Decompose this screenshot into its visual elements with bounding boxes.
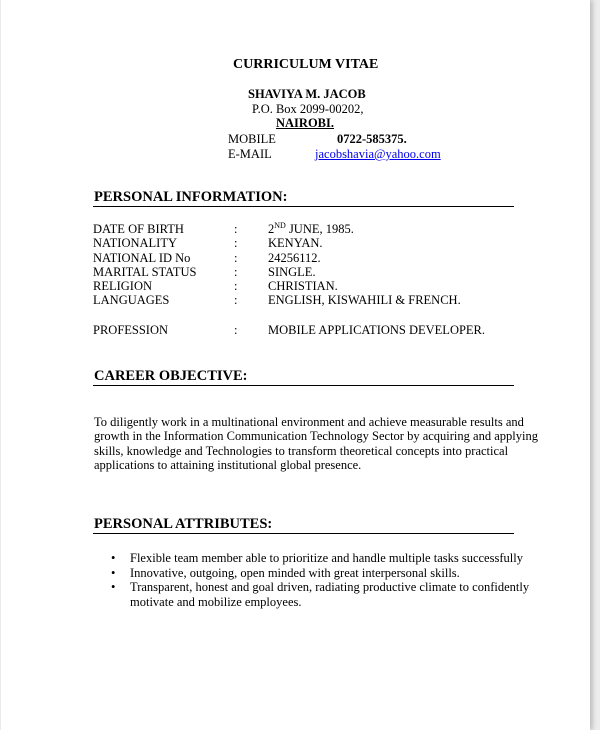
paragraph-line: skills, knowledge and Technologies to transform theoretical concepts into practical: [94, 443, 509, 458]
info-separator: :: [234, 293, 238, 307]
info-label: NATIONAL ID No: [93, 251, 191, 265]
document-page: [1, 0, 590, 730]
info-value: KENYAN.: [268, 236, 323, 250]
bullet-icon: •: [111, 580, 116, 594]
info-separator: :: [234, 279, 238, 293]
career-objective-rule: [93, 385, 514, 386]
info-value: CHRISTIAN.: [268, 279, 338, 293]
paragraph-line: growth in the Information Communication Technology Sector by acquiring and applying: [94, 429, 538, 444]
info-value: 2ND JUNE, 1985.: [268, 221, 354, 236]
info-separator: :: [234, 236, 238, 250]
list-item: • Flexible team member able to prioritize and handle multiple tasks successfully: [111, 551, 523, 565]
email-label: E-MAIL: [228, 147, 272, 161]
info-label: RELIGION: [93, 279, 153, 293]
bullet-icon: •: [111, 565, 116, 580]
mobile-label: MOBILE: [228, 132, 276, 146]
paragraph-line: applications to attaining institutional global presence.: [94, 457, 362, 472]
info-label: LANGUAGES: [93, 293, 170, 307]
document-title: CURRICULUM VITAE: [233, 57, 379, 72]
info-label: NATIONALITY: [93, 236, 178, 250]
info-separator: :: [234, 265, 238, 279]
info-separator: :: [234, 251, 238, 265]
personal-attributes-rule: [93, 533, 514, 534]
info-label: PROFESSION: [93, 323, 169, 337]
email-link[interactable]: jacobshavia@yahoo.com: [315, 147, 441, 161]
personal-info-rule: [93, 206, 514, 207]
list-item: • Innovative, outgoing, open minded with great interpersonal skills.: [111, 565, 460, 580]
personal-attributes-heading: PERSONAL ATTRIBUTES:: [94, 516, 273, 532]
mobile-value: 0722-585375.: [337, 132, 407, 146]
paragraph-line: To diligently work in a multinational environment and achieve measurable results and: [94, 415, 524, 429]
info-value: ENGLISH, KISWAHILI & FRENCH.: [268, 293, 461, 307]
info-value: SINGLE.: [268, 265, 316, 279]
candidate-name: SHAVIYA M. JACOB: [248, 87, 366, 101]
info-label: DATE OF BIRTH: [93, 222, 184, 236]
info-label: MARITAL STATUS: [93, 265, 197, 279]
bullet-icon: •: [111, 551, 116, 565]
personal-info-heading: PERSONAL INFORMATION:: [94, 189, 288, 205]
career-objective-heading: CAREER OBJECTIVE:: [94, 368, 248, 384]
info-separator: :: [234, 222, 238, 236]
list-item: • Transparent, honest and goal driven, radiating productive climate to confidently motivate and mobilize employees.: [111, 580, 530, 609]
info-separator: :: [234, 323, 238, 337]
info-value: MOBILE APPLICATIONS DEVELOPER.: [268, 323, 486, 337]
address-line: P.O. Box 2099-00202,: [252, 102, 364, 116]
attributes-list: [111, 551, 529, 609]
city: NAIROBI.: [276, 116, 334, 130]
career-objective-text: [94, 415, 538, 472]
info-value: 24256112.: [268, 251, 321, 265]
